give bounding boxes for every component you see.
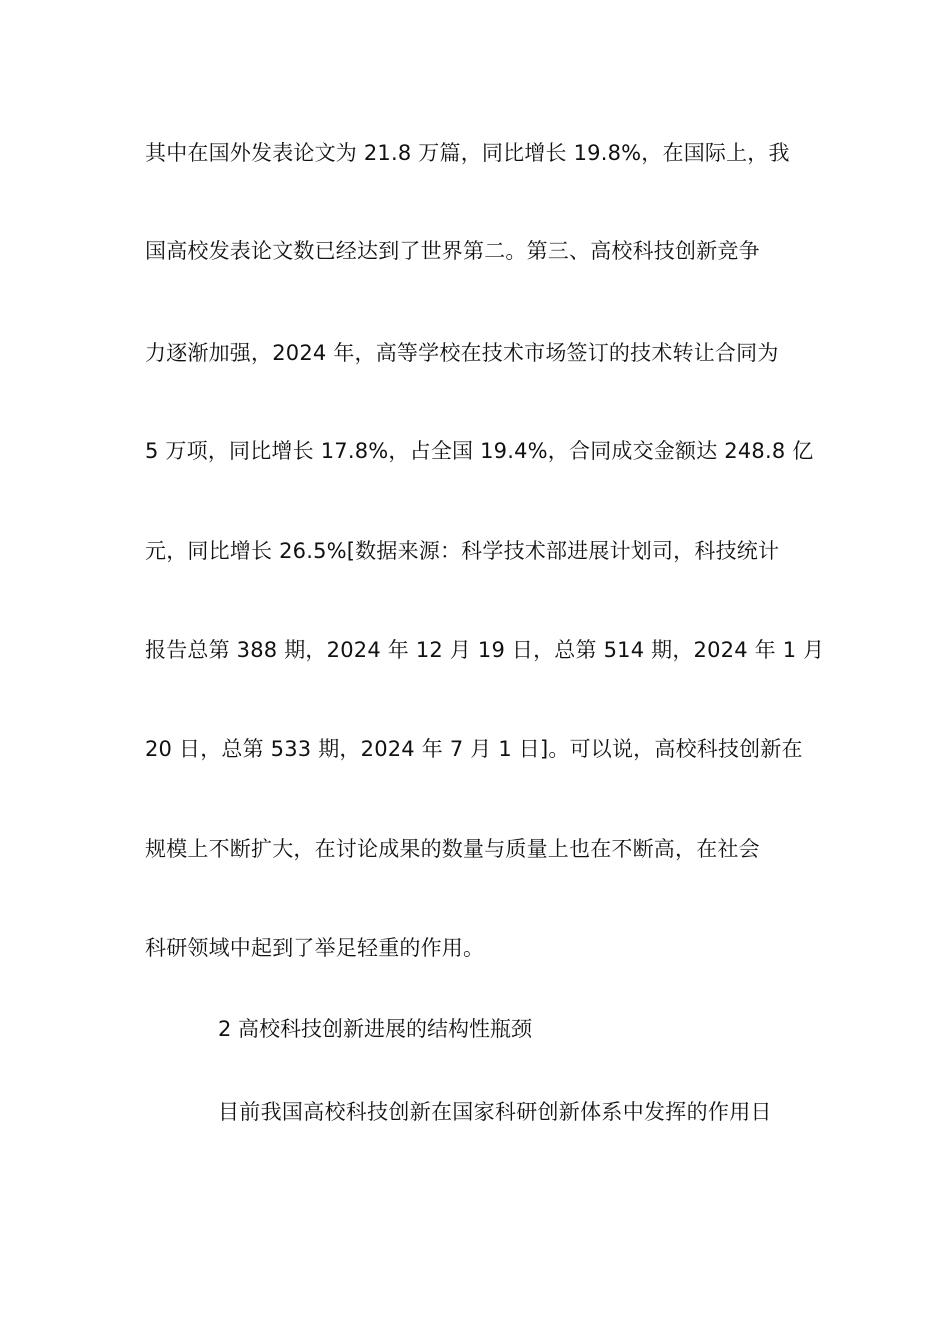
body-text-line: 5 万项，同比增长 17.8%，占全国 19.4%，合同成交金额达 248.8 亿 bbox=[145, 439, 814, 463]
paragraph-first-line: 目前我国高校科技创新在国家科研创新体系中发挥的作用日 bbox=[218, 1100, 772, 1124]
body-text-line: 20 日，总第 533 期，2024 年 7 月 1 日]。可以说，高校科技创新在 bbox=[145, 737, 803, 761]
body-text-line: 报告总第 388 期，2024 年 12 月 19 日，总第 514 期，2024 年 1 月 bbox=[145, 638, 825, 662]
body-text-line: 元，同比增长 26.5%[数据来源：科学技术部进展计划司，科技统计 bbox=[145, 539, 780, 563]
body-text-line: 科研领域中起到了举足轻重的作用。 bbox=[145, 936, 485, 960]
body-text-line: 力逐渐加强，2024 年，高等学校在技术市场签订的技术转让合同为 bbox=[145, 341, 779, 365]
body-text-line: 国高校发表论文数已经达到了世界第二。第三、高校科技创新竞争 bbox=[145, 239, 760, 263]
body-text-line: 其中在国外发表论文为 21.8 万篇，同比增长 19.8%，在国际上，我 bbox=[145, 141, 790, 165]
body-text-line: 规模上不断扩大，在讨论成果的数量与质量上也在不断高，在社会 bbox=[145, 837, 760, 861]
section-heading: 2 高校科技创新进展的结构性瓶颈 bbox=[218, 1017, 533, 1041]
